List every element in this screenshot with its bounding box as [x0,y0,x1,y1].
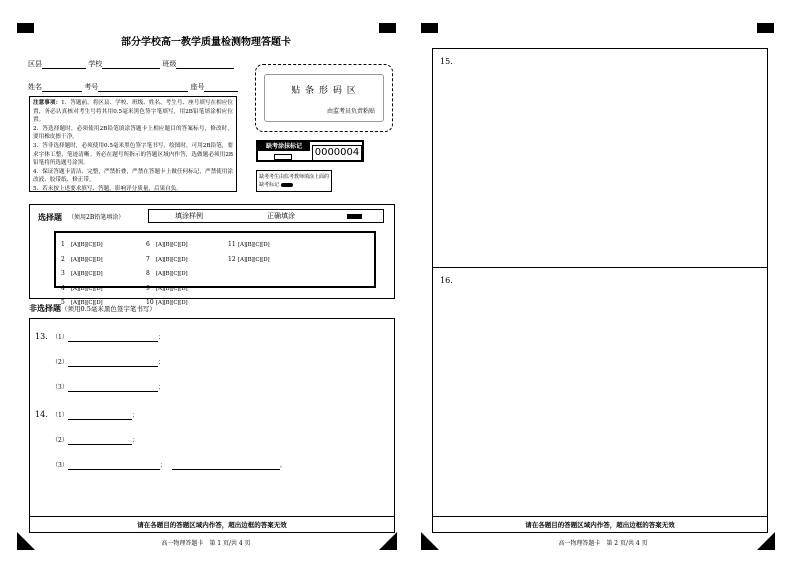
q13-part-2 [52,358,164,367]
notice-item: 1．答题前，将区县、学校、班级、姓名、考生号、座号填写在相应位置，务必认真核对考生号将其用0.5毫米黑色签字笔填写，用2B铅笔填涂相应位置。 [33,100,233,124]
nonchoice-hint: （须用0.5毫米黑色签字笔书写） [61,305,156,313]
answer-options[interactable]: [A][B][C][D] [238,242,270,248]
question-number: 3 [61,270,65,277]
part-label: （1） [52,334,68,341]
class-input[interactable] [176,60,234,69]
absent-code: 0000004 [312,145,362,161]
choice-section [29,204,395,306]
part-label: （1） [52,412,68,419]
separator: ； [131,412,138,419]
page-label: 高一物理答题卡 第 1 页/共 4 页 [161,540,251,547]
page2-answer-box [432,48,768,533]
name-label: 姓名 [28,83,42,91]
name-input[interactable] [42,83,82,92]
q15-number: 15. [440,57,453,66]
question-number: 5 [61,299,65,306]
answer-options[interactable]: [A][B][C][D] [156,242,188,248]
q13-part-1 [52,333,164,342]
answer-options[interactable]: [A][B][C][D] [156,271,188,277]
separator: ； [157,384,164,391]
part-label: （3） [52,384,68,391]
barcode-inner [264,74,384,122]
separator: 。 [279,462,286,469]
separator: ； [159,462,166,469]
district-label: 区县 [28,60,42,68]
barcode-area [255,64,393,132]
question-number: 6 [146,241,150,248]
question-number: 10 [146,299,154,306]
question-number: 2 [61,255,65,263]
answer-line[interactable] [68,411,132,420]
question-number: 1 [61,241,65,248]
notice-box [29,96,237,192]
separator: ； [157,359,164,366]
choice-col-3 [228,236,269,265]
choice-hint: （须用2B铅笔填涂） [68,214,125,221]
q14-part-3 [52,461,286,470]
answer-options[interactable]: [A][B][C][D] [71,256,103,263]
choice-col-2 [146,236,187,309]
q14-part-1 [52,411,138,420]
q16-number: 16. [440,276,453,285]
seat-no-label: 座号 [190,83,205,91]
notice-item: 4．保证答题卡清洁、完整，严禁折叠，严禁在答题卡上做任何标记，严禁使用涂改液、胶带纸、修正带。 [33,168,233,184]
separator: ； [131,437,138,444]
fill-sample-box [148,209,384,223]
corner-mark [17,23,34,33]
answer-options[interactable]: [A][B][C][D] [71,271,103,277]
q14-number: 14. [35,410,48,419]
question-number: 8 [146,270,150,277]
exam-no-label: 考号 [84,83,99,91]
q13-part-3 [52,383,164,392]
school-input[interactable] [102,60,160,69]
absent-label: 缺考涂抹标记 [258,142,310,151]
question-number: 9 [146,284,150,292]
notice-item: 5．若未按上述要求填写、答题，影响评分质量，后果自负。 [33,185,182,192]
answer-line[interactable] [68,333,158,342]
seat-no-input[interactable] [204,83,238,92]
corner-mark [379,23,396,33]
answer-options[interactable]: [A][B][C][D] [71,300,103,306]
sample-label: 填涂样例 [175,212,203,220]
answer-options[interactable]: [A][B][C][D] [238,256,270,263]
answer-line[interactable] [68,436,132,445]
absent-fill-box[interactable] [274,154,292,160]
section-divider [433,267,767,268]
answer-options[interactable]: [A][B][C][D] [71,285,103,292]
q14-part-2 [52,436,138,445]
notice-item: 2．答选择题时，必须使用2B铅笔填涂答题卡上相应题目的答案标号，修改时，要用橡皮擦干净。 [33,125,233,141]
answer-options[interactable]: [A][B][C][D] [71,242,103,248]
answer-options[interactable]: [A][B][C][D] [156,285,188,292]
barcode-note: 由监考员负责粘贴 [326,108,375,115]
question-number: 4 [61,284,65,292]
barcode-title: 贴 条 形 码 区 [291,86,357,96]
nonchoice-answer-box [29,318,395,533]
corner-mark [421,23,438,33]
notice-item: 3．答非选择题时，必须使用0.5毫米黑色签字笔书写，绘图时，可用2B铅笔，要求字体工整、笔迹清晰。务必在题号所指示的答题区域内作答，选做题必须用2B铅笔将所选题号涂黑。 [33,142,233,167]
question-number: 12 [228,255,236,263]
q13-number: 13. [35,332,48,341]
choice-col-1 [61,236,102,309]
answer-options[interactable]: [A][B][C][D] [156,256,188,263]
part-label: （2） [52,359,68,366]
answer-line[interactable] [68,461,160,470]
part-label: （3） [52,462,68,469]
absent-sample-mark [281,183,293,187]
answer-options[interactable]: [A][B][C][D] [156,300,188,306]
part-label: （2） [52,437,68,444]
choice-grid [54,231,376,306]
info-row-1 [28,60,234,69]
nonchoice-heading [29,303,156,314]
nonchoice-title: 非选择题 [29,303,61,313]
exam-no-input[interactable] [98,83,188,92]
notice-title: 注意事项： [33,100,62,106]
footer-notice: 请在各题目的答题区域内作答，超出边框的答案无效 [30,516,394,533]
question-number: 7 [146,255,150,263]
page-title: 部分学校高一教学质量检测物理答题卡 [121,37,291,48]
correct-label: 正确填涂 [267,212,295,220]
separator: ； [157,334,164,341]
class-label: 班级 [162,60,177,68]
school-label: 学校 [88,60,103,68]
correct-fill-sample [347,214,362,219]
choice-title: 选择题 [38,212,62,222]
absent-note: 缺考考生由监考教师填涂上面的缺考标记 [259,174,330,188]
page-label: 高一物理答题卡 第 2 页/共 4 页 [558,540,648,547]
absent-note-box [256,170,332,192]
answer-line[interactable] [68,383,158,392]
footer-notice: 请在各题目的答题区域内作答，超出边框的答案无效 [433,516,767,533]
answer-line[interactable] [172,461,280,470]
absent-box [256,140,364,162]
district-input[interactable] [42,60,86,69]
corner-mark [757,23,774,33]
question-number: 11 [228,241,236,248]
info-row-2 [28,83,238,92]
answer-line[interactable] [68,358,158,367]
